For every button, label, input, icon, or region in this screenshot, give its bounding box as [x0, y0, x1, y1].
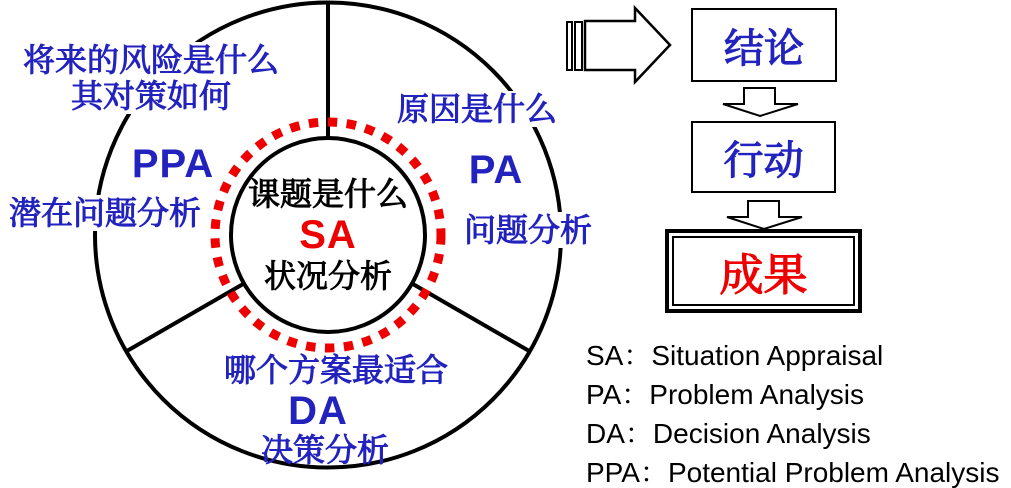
down-arrow-icon [724, 199, 804, 232]
ppa-name: 潜在问题分析 [6, 195, 204, 231]
down-arrow-icon [720, 86, 800, 119]
sa-question: 课题是什么 [247, 176, 408, 212]
ppa-question-line1: 将来的风险是什么 [19, 42, 283, 78]
ppa-question-line2: 其对策如何 [67, 78, 235, 114]
legend-item-sa: SA：Situation Appraisal [586, 340, 884, 371]
sa-center [217, 177, 439, 294]
da-acronym: DA [288, 389, 348, 433]
sa-name: 状况分析 [263, 258, 392, 294]
pa-acronym: PA [468, 148, 524, 192]
pa-name: 问题分析 [461, 212, 595, 248]
result-box: 成果 [665, 229, 862, 313]
action-box: 行动 [691, 121, 836, 193]
striped-right-arrow-icon [563, 5, 675, 89]
da-name: 决策分析 [260, 432, 389, 468]
pa-question: 原因是什么 [394, 91, 560, 127]
ppa-question [0, 42, 302, 114]
da-question: 哪个方案最适合 [223, 352, 448, 388]
legend-item-ppa: PPA：Potential Problem Analysis [586, 457, 1000, 488]
sa-acronym: SA [299, 213, 357, 257]
legend-item-da: DA：Decision Analysis [586, 418, 871, 449]
legend [586, 336, 999, 488]
legend-item-pa: PA：Problem Analysis [586, 379, 865, 410]
conclusion-box: 结论 [691, 8, 837, 82]
ppa-acronym: PPA [131, 142, 215, 186]
